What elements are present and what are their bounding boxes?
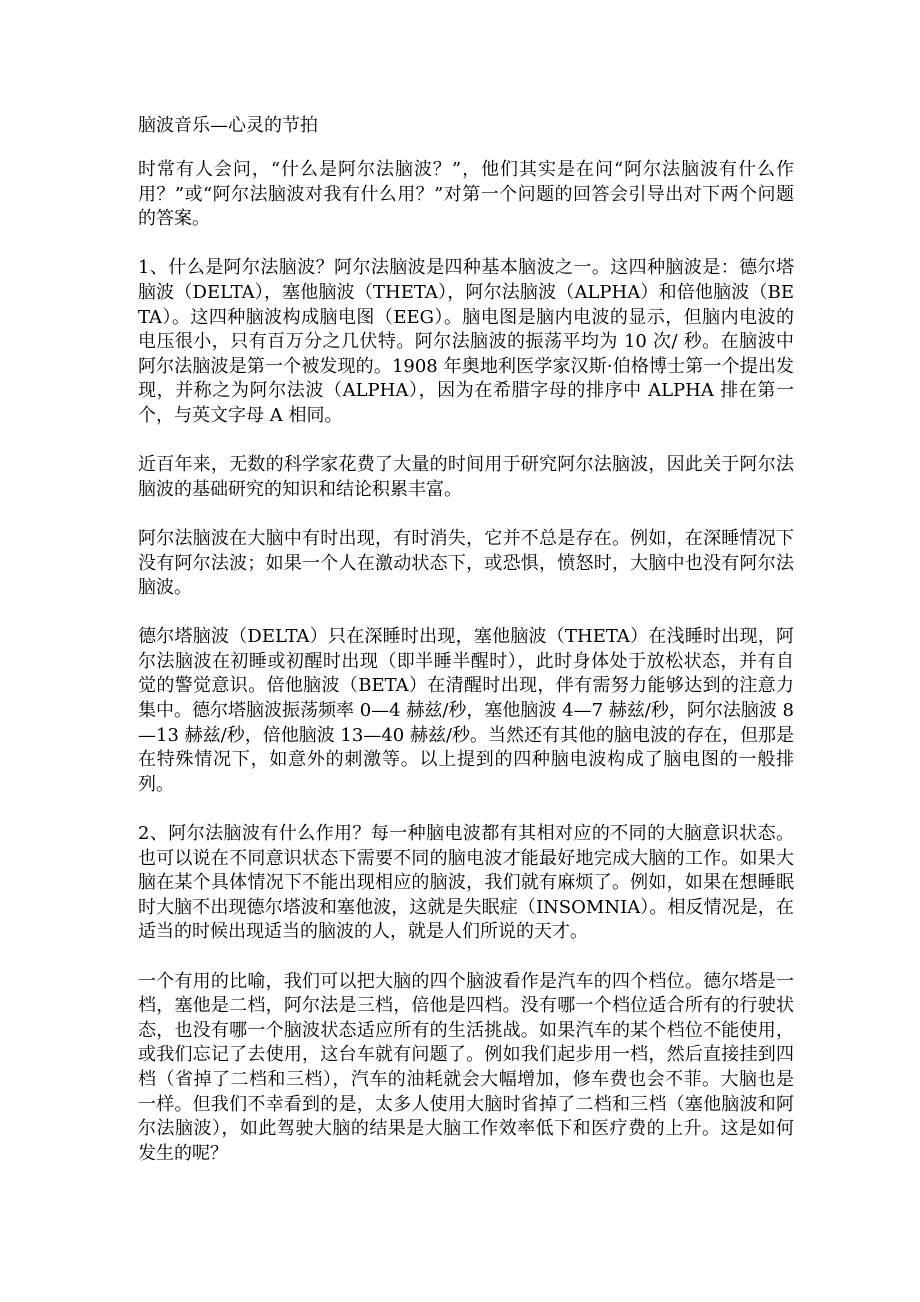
paragraph-research: 近百年来，无数的科学家花费了大量的时间用于研究阿尔法脑波，因此关于阿尔法脑波的基础研究的知识和结论积累丰富。 — [138, 454, 794, 500]
paragraph-intro: 时常有人会问，“什么是阿尔法脑波？”，他们其实是在问“阿尔法脑波有什么作用？”或“阿尔法脑波对我有什么用？”对第一个问题的回答会引导出对下两个问题的答案。 — [138, 159, 794, 230]
paragraph-what-is-alpha: 1、什么是阿尔法脑波？阿尔法脑波是四种基本脑波之一。这四种脑波是：德尔塔脑波（DELTA），塞他脑波（THETA），阿尔法脑波（ALPHA）和倍他脑波（BETA）。这四种脑波构成脑电图（EEG）。脑电图是脑内电波的显示，但脑内电波的电压很小，只有百万分之几伏特。阿尔法脑波的振荡平均为 10 次/ 秒。在脑波中阿尔法脑波是第一个被发现的。1908 年奥地利医学家汉斯·伯格博士第一个提出发现，并称之为阿尔法波（ALPHA），因为在希腊字母的排序中 ALPHA 排在第一个，与英文字母 A 相同。 — [138, 257, 794, 426]
document-body — [138, 158, 794, 1191]
paragraph-function: 2、阿尔法脑波有什么作用？每一种脑电波都有其相对应的不同的大脑意识状态。也可以说在不同意识状态下需要不同的脑电波才能最好地完成大脑的工作。如果大脑在某个具体情况下不能出现相应的脑波，我们就有麻烦了。例如，如果在想睡眠时大脑不出现德尔塔波和塞他波，这就是失眠症（INSOMNIA）。相反情况是，在适当的时候出现适当的脑波的人，就是人们所说的天才。 — [138, 823, 794, 943]
paragraph-car-analogy: 一个有用的比喻，我们可以把大脑的四个脑波看作是汽车的四个档位。德尔塔是一档，塞他是二档，阿尔法是三档，倍他是四档。没有哪一个档位适合所有的行驶状态，也没有哪一个脑波状态适应所有的生活挑战。如果汽车的某个档位不能使用，或我们忘记了去使用，这台车就有问题了。例如我们起步用一档，然后直接挂到四档（省掉了二档和三档），汽车的油耗就会大幅增加，修车费也会不菲。大脑也是一样。但我们不幸看到的是，太多人使用大脑时省掉了二档和三档（塞他脑波和阿尔法脑波），如此驾驶大脑的结果是大脑工作效率低下和医疗费的上升。这是如何发生的呢？ — [138, 970, 794, 1164]
paragraph-wave-types: 德尔塔脑波（DELTA）只在深睡时出现，塞他脑波（THETA）在浅睡时出现，阿尔法脑波在初睡或初醒时出现（即半睡半醒时），此时身体处于放松状态，并有自觉的警觉意识。倍他脑波（BETA）在清醒时出现，伴有需努力能够达到的注意力集中。德尔塔脑波振荡频率 0—4 赫兹/秒，塞他脑波 4—7 赫兹/秒，阿尔法脑波 8—13 赫兹/秒，倍他脑波 13—40 赫兹/秒。当然还有其他的脑电波的存在，但那是在特殊情况下，如意外的刺激等。以上提到的四种脑电波构成了脑电图的一般排列。 — [138, 626, 795, 795]
paragraph-presence: 阿尔法脑波在大脑中有时出现，有时消失，它并不总是存在。例如，在深睡情况下没有阿尔法波；如果一个人在激动状态下，或恐惧，愤怒时，大脑中也没有阿尔法脑波。 — [138, 527, 794, 599]
document-title: 脑波音乐—心灵的节拍 — [138, 115, 318, 136]
